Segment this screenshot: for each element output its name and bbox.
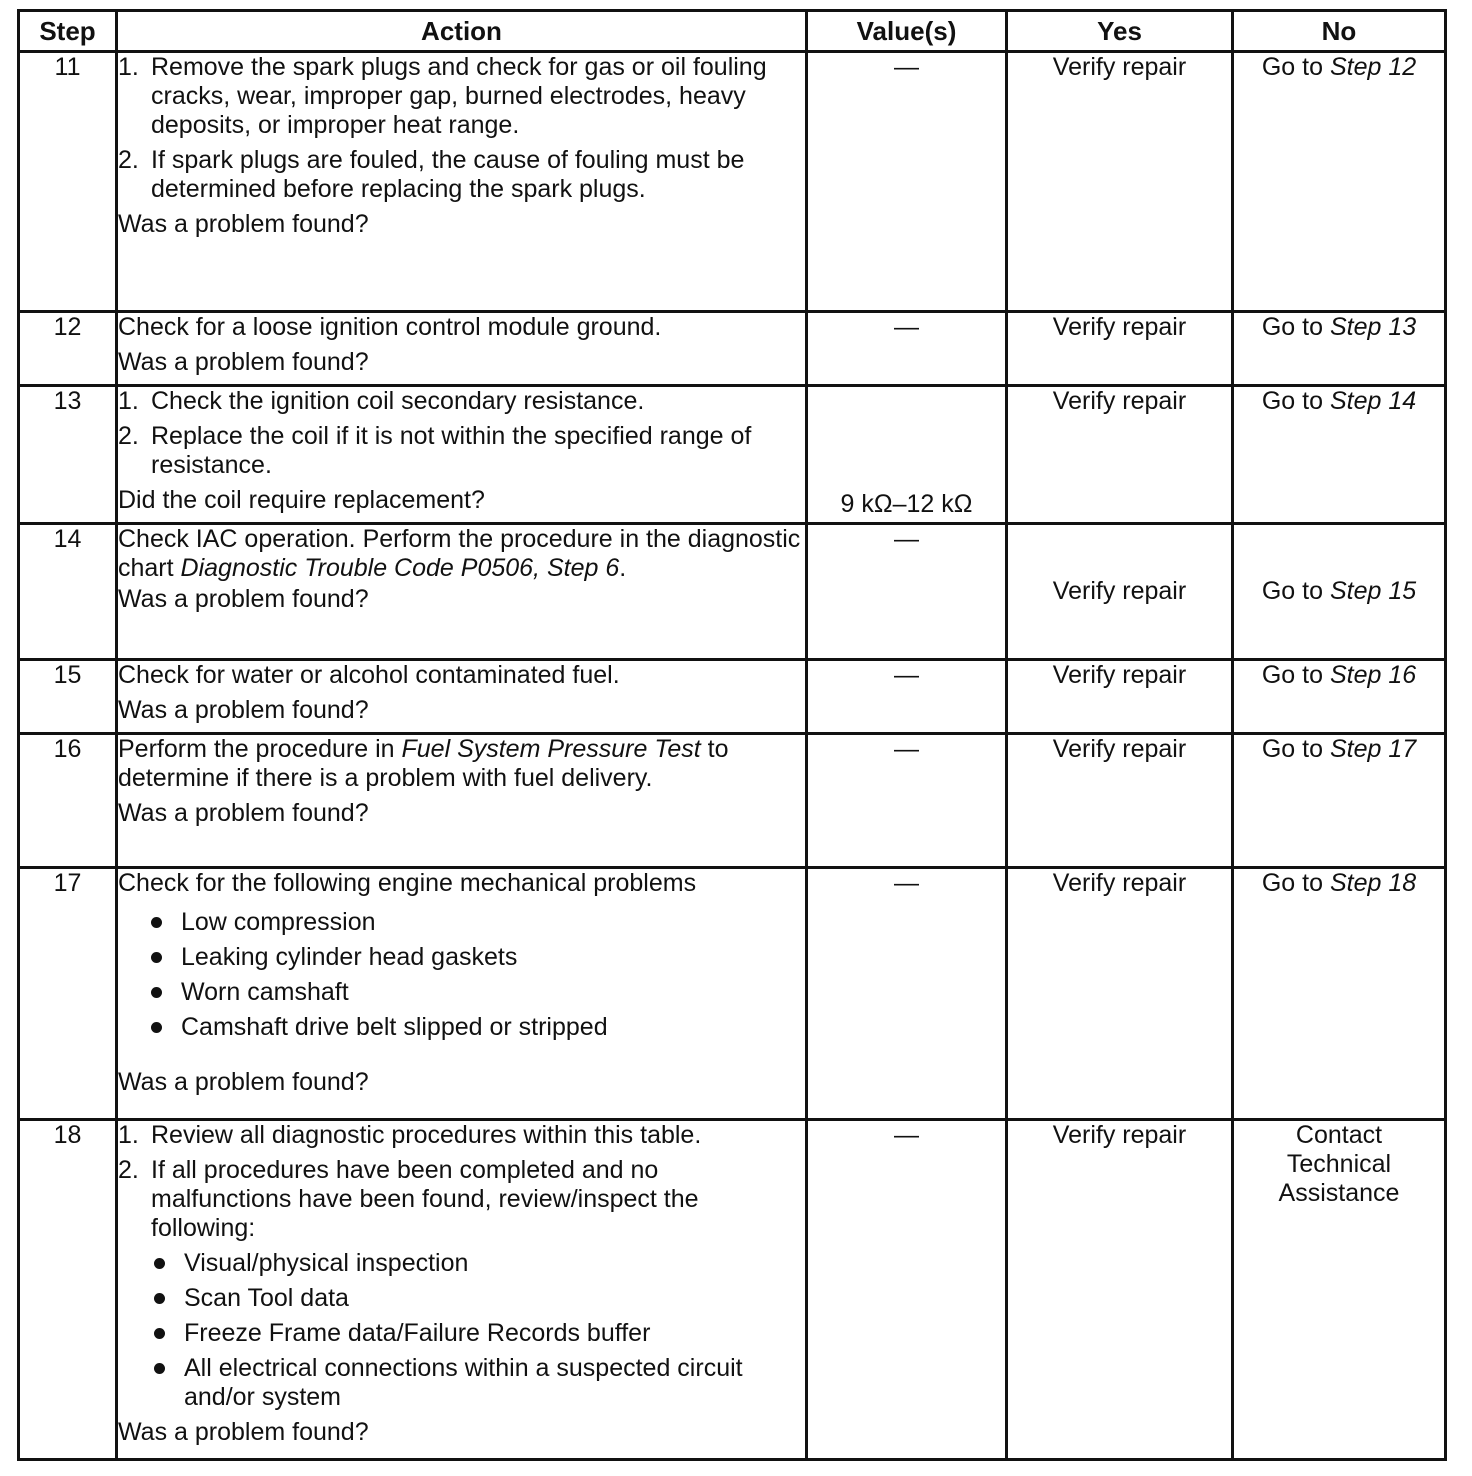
action-cell: Check for a loose ignition control module ground. Was a problem found? [117, 312, 807, 386]
yes-cell: Verify repair [1007, 52, 1233, 312]
value-cell: — [807, 1120, 1007, 1460]
step-number: 15 [19, 660, 117, 734]
table-row [19, 1120, 1446, 1460]
question: Was a problem found? [118, 799, 369, 827]
procedure-reference: Fuel System Pressure Test [401, 735, 701, 763]
list-item: Camshaft drive belt slipped or stripped [118, 1013, 805, 1042]
table-row [19, 660, 1446, 734]
list-item: All electrical connections within a suspected circuit and/or system [118, 1354, 805, 1412]
action-cell [117, 386, 807, 524]
no-cell: Go to Step 15 [1233, 524, 1446, 660]
list-item: Freeze Frame data/Failure Records buffer [118, 1319, 805, 1348]
step-link[interactable]: Step 14 [1329, 387, 1417, 415]
step-number: 16 [19, 734, 117, 868]
table-row [19, 312, 1446, 386]
step-number: 11 [19, 52, 117, 312]
question: Was a problem found? [118, 1068, 369, 1096]
list-item: Low compression [118, 908, 805, 937]
numbered-list [118, 387, 805, 480]
resistance-value: 9 kΩ–12 kΩ [840, 490, 973, 518]
step-link[interactable]: Step 12 [1329, 53, 1417, 81]
step-number: 13 [19, 386, 117, 524]
list-item: Visual/physical inspection [118, 1249, 805, 1278]
header-yes: Yes [1007, 11, 1233, 52]
header-no: No [1233, 11, 1446, 52]
table-row [19, 868, 1446, 1120]
step-number: 18 [19, 1120, 117, 1460]
diagnostic-page [17, 9, 1444, 1461]
step-link[interactable]: Step 18 [1329, 869, 1417, 897]
action-cell: Check for water or alcohol contaminated fuel. Was a problem found? [117, 660, 807, 734]
yes-cell: Verify repair [1007, 312, 1233, 386]
list-item: 2. If all procedures have been completed and no malfunctions have been found, review/inspect the following: [118, 1156, 699, 1242]
value-cell [807, 386, 1007, 524]
question: Was a problem found? [118, 1418, 369, 1446]
list-item: Leaking cylinder head gaskets [118, 943, 805, 972]
header-action: Action [117, 11, 807, 52]
action-cell [117, 52, 807, 312]
list-item: Scan Tool data [118, 1284, 805, 1313]
list-item: 1. Remove the spark plugs and check for gas or oil fouling cracks, wear, improper gap, burned electrodes, heavy deposits, or improper heat range. [118, 53, 767, 139]
step-link[interactable]: Step 16 [1329, 661, 1417, 689]
header-values: Value(s) [807, 11, 1007, 52]
value-cell: — [807, 660, 1007, 734]
yes-cell: Verify repair [1007, 660, 1233, 734]
step-link[interactable]: Step 17 [1329, 735, 1417, 763]
list-item: 2. Replace the coil if it is not within the specified range of resistance. [118, 422, 752, 479]
chart-reference: Diagnostic Trouble Code P0506, Step 6 [180, 554, 620, 582]
yes-cell: Verify repair [1007, 386, 1233, 524]
value-cell: — [807, 734, 1007, 868]
no-cell: Go to Step 17 [1233, 734, 1446, 868]
question: Was a problem found? [118, 210, 369, 238]
list-item: Worn camshaft [118, 978, 805, 1007]
value-cell: — [807, 52, 1007, 312]
no-cell: Contact Technical Assistance [1233, 1120, 1446, 1460]
yes-cell: Verify repair [1007, 868, 1233, 1120]
action-cell: Check for the following engine mechanical problems Low compression Leaking cylinder head gaskets Worn camshaft Camshaft drive belt slipped or stripped Was a problem found? [117, 868, 807, 1120]
no-cell: Go to Step 16 [1233, 660, 1446, 734]
table-row [19, 734, 1446, 868]
step-link[interactable]: Step 13 [1329, 313, 1417, 341]
header-step: Step [19, 11, 117, 52]
action-cell [117, 1120, 807, 1460]
question: Was a problem found? [118, 696, 369, 724]
question: Did the coil require replacement? [118, 486, 485, 514]
action-cell: Perform the procedure in Fuel System Pressure Test to determine if there is a problem with fuel delivery. Was a problem found? [117, 734, 807, 868]
bullet-list [118, 908, 805, 1042]
numbered-list [118, 53, 805, 204]
table-header-row [19, 11, 1446, 52]
bullet-list [118, 1249, 805, 1412]
value-cell: — [807, 524, 1007, 660]
yes-cell: Verify repair [1007, 524, 1233, 660]
list-item: 1. Review all diagnostic procedures within this table. [118, 1121, 702, 1149]
question: Was a problem found? [118, 348, 369, 376]
no-cell: Go to Step 12 [1233, 52, 1446, 312]
step-link[interactable]: Step 15 [1329, 577, 1417, 605]
value-cell: — [807, 868, 1007, 1120]
yes-cell: Verify repair [1007, 734, 1233, 868]
step-number: 12 [19, 312, 117, 386]
step-number: 17 [19, 868, 117, 1120]
numbered-list [118, 1121, 805, 1243]
value-cell: — [807, 312, 1007, 386]
table-row [19, 52, 1446, 312]
action-cell: Check IAC operation. Perform the procedure in the diagnostic chart Diagnostic Trouble Code P0506, Step 6. Was a problem found? [117, 524, 807, 660]
no-cell: Go to Step 18 [1233, 868, 1446, 1120]
question: Was a problem found? [118, 585, 369, 613]
list-item: 1. Check the ignition coil secondary resistance. [118, 387, 645, 415]
no-cell: Go to Step 13 [1233, 312, 1446, 386]
yes-cell: Verify repair [1007, 1120, 1233, 1460]
table-row [19, 524, 1446, 660]
no-cell: Go to Step 14 [1233, 386, 1446, 524]
diagnostic-table [17, 9, 1447, 1461]
list-item: 2. If spark plugs are fouled, the cause of fouling must be determined before replacing the spark plugs. [118, 146, 745, 203]
step-number: 14 [19, 524, 117, 660]
table-row [19, 386, 1446, 524]
